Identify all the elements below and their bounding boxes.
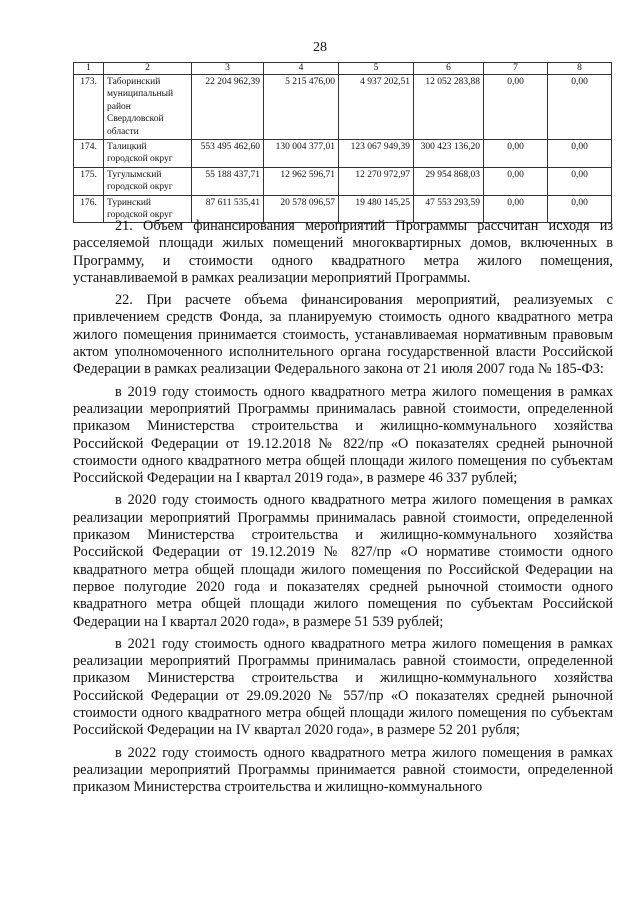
value-cell: 123 067 949,39 <box>339 140 414 168</box>
value-cell: 12 270 972,97 <box>339 167 414 195</box>
municipality-name: Талицкий городской округ <box>104 140 192 168</box>
document-body <box>73 218 613 802</box>
row-number: 175. <box>74 167 104 195</box>
paragraph: в 2019 году стоимость одного квадратного метра жилого помещения в рамках реализации мероприятий Программы принималась равной стоимости, определенной приказом Министерства строительства и жилищно-коммунального хозяйства Российской Федерации от 19.12.2018 № 822/пр «О показателях средней рыночной стоимости одного квадратного метра общей площади жилого помещения по субъектам Российской Федерации на I квартал 2019 года», в размере 46 337 рублей; <box>73 383 613 487</box>
column-header: 5 <box>339 63 414 75</box>
paragraph: в 2020 году стоимость одного квадратного метра жилого помещения в рамках реализации мероприятий Программы принималась равной стоимости, определенной приказом Министерства строительства и жилищно-коммунального хозяйства Российской Федерации от 19.12.2019 № 827/пр «О нормативе стоимости одного квадратного метра общей площади жилого помещения по Российской Федерации на первое полугодие 2020 года и показателях средней рыночной стоимости одного квадратного метра общей площади жилого помещения по субъектам Российской Федерации на I квартал 2020 года», в размере 51 539 рублей; <box>73 492 613 630</box>
value-cell: 0,00 <box>548 195 612 223</box>
value-cell: 12 052 283,88 <box>414 75 484 140</box>
paragraph: 22. При расчете объема финансирования мероприятий, реализуемых с привлечением средств Фонда, за планируемую стоимость одного квадратного метра жилого помещения принимается стоимость, устанавливаемая нормативным правовым актом уполномоченного исполнительного органа государственной власти Российской Федерации в рамках реализации Федерального закона от 21 июля 2007 года № 185-ФЗ: <box>73 292 613 378</box>
value-cell: 87 611 535,41 <box>192 195 264 223</box>
value-cell: 4 937 202,51 <box>339 75 414 140</box>
municipality-name: Тугулымский городской округ <box>104 167 192 195</box>
value-cell: 553 495 462,60 <box>192 140 264 168</box>
value-cell: 12 962 596,71 <box>264 167 339 195</box>
value-cell: 47 553 293,59 <box>414 195 484 223</box>
table-row <box>74 140 612 168</box>
financing-table <box>73 62 612 223</box>
value-cell: 0,00 <box>484 167 548 195</box>
municipality-name: Туринский городской округ <box>104 195 192 223</box>
value-cell: 19 480 145,25 <box>339 195 414 223</box>
value-cell: 0,00 <box>484 75 548 140</box>
page-number: 28 <box>313 40 327 55</box>
column-header: 4 <box>264 63 339 75</box>
value-cell: 130 004 377,01 <box>264 140 339 168</box>
table-row <box>74 167 612 195</box>
value-cell: 22 204 962,39 <box>192 75 264 140</box>
column-header: 1 <box>74 63 104 75</box>
paragraph: в 2022 году стоимость одного квадратного метра жилого помещения в рамках реализации мероприятий Программы принимается равной стоимости, определенной приказом Министерства строительства и жилищно-коммунального <box>73 744 613 796</box>
value-cell: 0,00 <box>548 75 612 140</box>
value-cell: 0,00 <box>484 195 548 223</box>
column-header: 8 <box>548 63 612 75</box>
column-header: 7 <box>484 63 548 75</box>
paragraph: 21. Объем финансирования мероприятий Программы рассчитан исходя из расселяемой площади жилых помещений многоквартирных домов, включенных в Программу, и стоимости одного квадратного метра жилого помещения, устанавливаемой в рамках реализации мероприятий Программы. <box>73 218 613 286</box>
value-cell: 0,00 <box>484 140 548 168</box>
municipality-name: Таборинский муниципальный район Свердловской области <box>104 75 192 140</box>
row-number: 176. <box>74 195 104 223</box>
row-number: 174. <box>74 140 104 168</box>
table-header-row <box>74 63 612 75</box>
value-cell: 20 578 096,57 <box>264 195 339 223</box>
paragraph: в 2021 году стоимость одного квадратного метра жилого помещения в рамках реализации мероприятий Программы принималась равной стоимости, определенной приказом Министерства строительства и жилищно-коммунального хозяйства Российской Федерации от 29.09.2020 № 557/пр «О показателях средней рыночной стоимости одного квадратного метра общей площади жилого помещения по субъектам Российской Федерации на IV квартал 2020 года», в размере 52 201 рубля; <box>73 635 613 739</box>
value-cell: 0,00 <box>548 167 612 195</box>
column-header: 3 <box>192 63 264 75</box>
value-cell: 29 954 868,03 <box>414 167 484 195</box>
value-cell: 0,00 <box>548 140 612 168</box>
value-cell: 300 423 136,20 <box>414 140 484 168</box>
column-header: 2 <box>104 63 192 75</box>
value-cell: 55 188 437,71 <box>192 167 264 195</box>
table-row <box>74 75 612 140</box>
column-header: 6 <box>414 63 484 75</box>
row-number: 173. <box>74 75 104 140</box>
value-cell: 5 215 476,00 <box>264 75 339 140</box>
